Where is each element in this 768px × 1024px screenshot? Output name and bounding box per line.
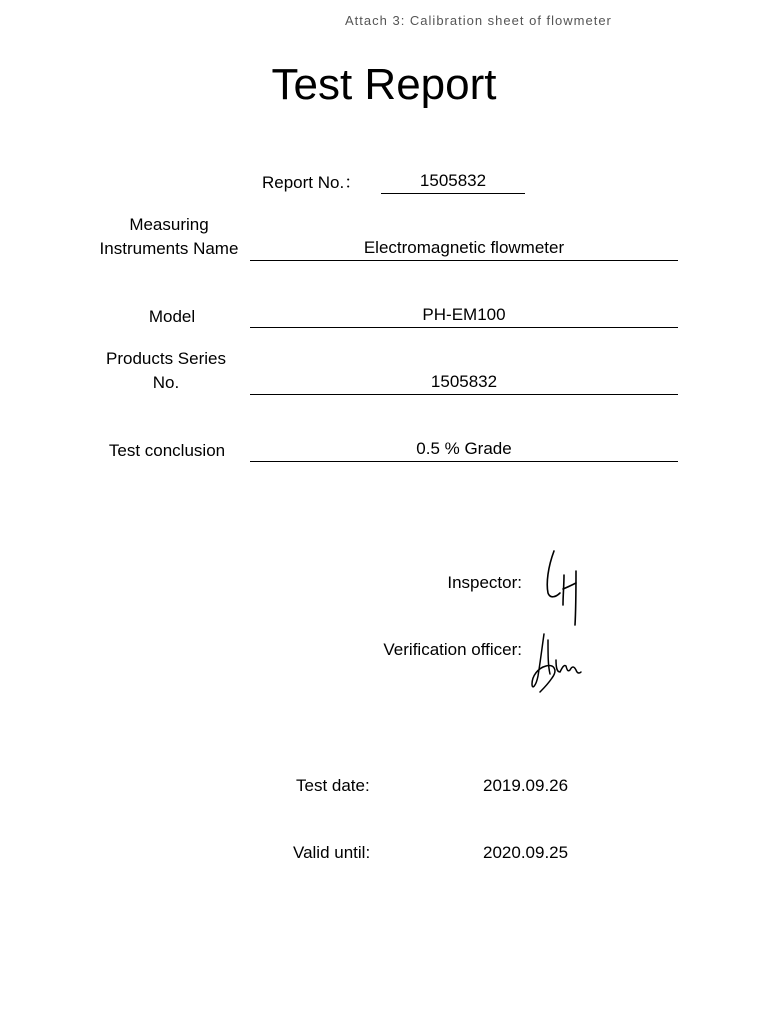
test-date-value: 2019.09.26 [483,776,569,795]
model-value: PH-EM100 [422,305,506,324]
test-conclusion-underline [250,461,678,462]
test-conclusion-label: Test conclusion [108,441,226,460]
valid-until-value: 2020.09.25 [483,843,569,862]
report-no-underline [381,193,525,194]
verification-officer-signature [528,630,584,694]
series-no-underline [250,394,678,395]
test-date-label: Test date: [296,776,370,795]
cut-off-header-text: Attach 3: Calibration sheet of flowmeter [345,13,612,28]
model-label: Model [148,307,196,326]
instrument-name-value: Electromagnetic flowmeter [363,238,565,257]
test-conclusion-value: 0.5 % Grade [416,439,512,458]
inspector-label: Inspector: [447,573,522,592]
inspector-signature [538,545,584,629]
valid-until-label: Valid until: [293,843,371,862]
series-no-value: 1505832 [430,372,498,391]
instrument-name-label: Measuring Instruments Name [99,215,239,258]
model-underline [250,327,678,328]
report-no-label: Report No.： [262,173,362,192]
page-title: Test Report [271,60,497,109]
verification-officer-label: Verification officer: [383,640,522,659]
series-no-label: Products Series No. [106,349,226,392]
instrument-name-underline [250,260,678,261]
report-no-value: 1505832 [419,171,487,190]
